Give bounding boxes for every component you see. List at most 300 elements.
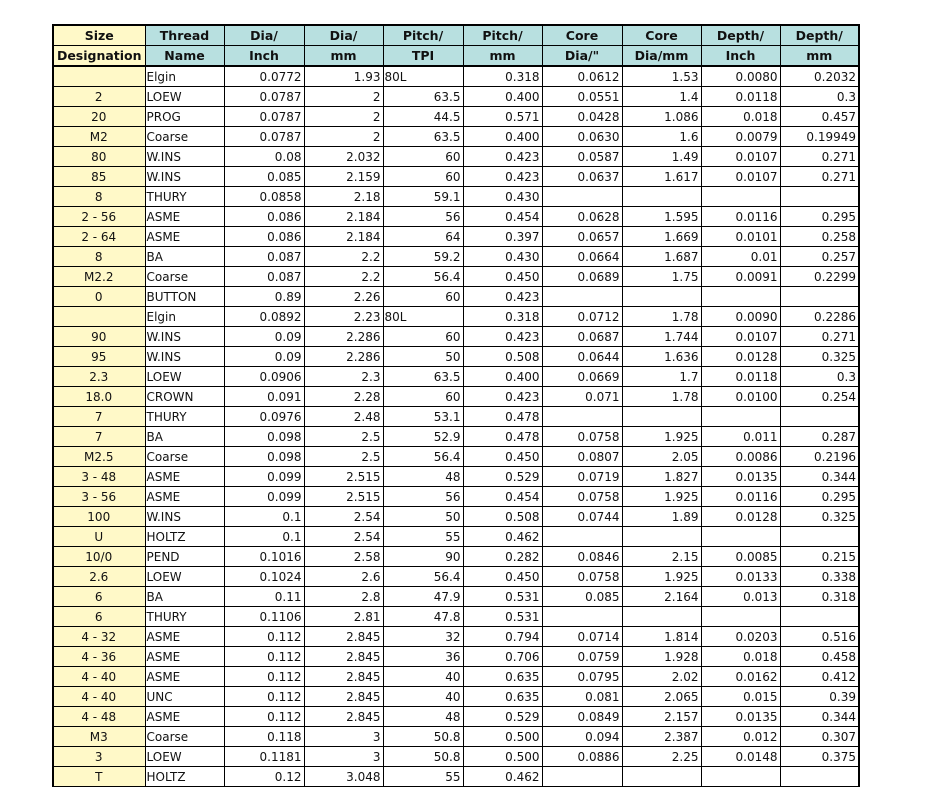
core-dia-mm-cell[interactable]: 1.6 [622,127,701,147]
core-dia-mm-cell[interactable]: 1.636 [622,347,701,367]
dia-mm-cell[interactable]: 3 [304,747,383,767]
core-dia-mm-cell[interactable]: 1.49 [622,147,701,167]
depth-mm-cell[interactable]: 0.3 [780,87,859,107]
dia-inch-cell[interactable]: 0.085 [224,167,304,187]
dia-inch-cell[interactable]: 0.1181 [224,747,304,767]
pitch-mm-cell[interactable]: 0.450 [463,447,542,467]
depth-inch-cell[interactable] [701,607,780,627]
pitch-tpi-cell[interactable]: 44.5 [383,107,463,127]
header-pitch-mm[interactable]: Pitch/ [463,25,542,46]
core-dia-inch-cell[interactable]: 0.0657 [542,227,622,247]
dia-inch-cell[interactable]: 0.09 [224,347,304,367]
dia-inch-cell[interactable]: 0.0787 [224,127,304,147]
core-dia-mm-cell[interactable]: 1.89 [622,507,701,527]
pitch-tpi-cell[interactable]: 36 [383,647,463,667]
depth-mm-cell[interactable] [780,607,859,627]
core-dia-mm-cell[interactable] [622,767,701,787]
pitch-mm-cell[interactable]: 0.462 [463,767,542,787]
size-cell[interactable]: 80 [53,147,145,167]
depth-inch-cell[interactable] [701,767,780,787]
thread-name-cell[interactable]: BUTTON [145,287,224,307]
depth-inch-cell[interactable]: 0.0135 [701,707,780,727]
core-dia-mm-cell[interactable]: 1.4 [622,87,701,107]
thread-name-cell[interactable]: LOEW [145,87,224,107]
thread-name-cell[interactable]: LOEW [145,747,224,767]
pitch-mm-cell[interactable]: 0.454 [463,207,542,227]
depth-inch-cell[interactable] [701,187,780,207]
depth-mm-cell[interactable]: 0.344 [780,707,859,727]
dia-inch-cell[interactable]: 0.11 [224,587,304,607]
pitch-mm-cell[interactable]: 0.397 [463,227,542,247]
pitch-tpi-cell[interactable]: 63.5 [383,87,463,107]
depth-inch-cell[interactable]: 0.0085 [701,547,780,567]
pitch-tpi-cell[interactable]: 52.9 [383,427,463,447]
core-dia-mm-cell[interactable]: 2.157 [622,707,701,727]
thread-name-cell[interactable]: BA [145,427,224,447]
pitch-tpi-cell[interactable]: 50.8 [383,727,463,747]
thread-name-cell[interactable]: Elgin [145,66,224,87]
header-depth-mm[interactable]: Depth/ [780,25,859,46]
pitch-tpi-cell[interactable]: 60 [383,287,463,307]
pitch-mm-cell[interactable]: 0.531 [463,587,542,607]
depth-inch-cell[interactable]: 0.0118 [701,87,780,107]
pitch-tpi-cell[interactable]: 80L [383,66,463,87]
pitch-tpi-cell[interactable]: 60 [383,387,463,407]
core-dia-inch-cell[interactable]: 0.0744 [542,507,622,527]
dia-inch-cell[interactable]: 0.0976 [224,407,304,427]
dia-mm-cell[interactable]: 2 [304,87,383,107]
depth-mm-cell[interactable] [780,527,859,547]
pitch-tpi-cell[interactable]: 40 [383,667,463,687]
pitch-tpi-cell[interactable]: 56.4 [383,567,463,587]
dia-mm-cell[interactable]: 2.54 [304,527,383,547]
header-pitch-mm-unit[interactable]: mm [463,46,542,67]
header-pitch-tpi[interactable]: Pitch/ [383,25,463,46]
thread-name-cell[interactable]: ASME [145,207,224,227]
thread-name-cell[interactable]: ASME [145,227,224,247]
thread-name-cell[interactable]: Elgin [145,307,224,327]
header-core-dia-inch[interactable]: Core [542,25,622,46]
core-dia-inch-cell[interactable] [542,767,622,787]
header-thread[interactable]: Thread [145,25,224,46]
core-dia-inch-cell[interactable]: 0.0644 [542,347,622,367]
dia-inch-cell[interactable]: 0.0858 [224,187,304,207]
depth-inch-cell[interactable]: 0.0086 [701,447,780,467]
thread-name-cell[interactable]: W.INS [145,147,224,167]
core-dia-inch-cell[interactable]: 0.081 [542,687,622,707]
pitch-mm-cell[interactable]: 0.423 [463,327,542,347]
size-cell[interactable]: 10/0 [53,547,145,567]
core-dia-mm-cell[interactable]: 2.25 [622,747,701,767]
depth-mm-cell[interactable]: 0.271 [780,167,859,187]
depth-mm-cell[interactable]: 0.338 [780,567,859,587]
dia-mm-cell[interactable]: 3 [304,727,383,747]
size-cell[interactable]: 3 - 48 [53,467,145,487]
header-size[interactable]: Size [53,25,145,46]
depth-inch-cell[interactable]: 0.01 [701,247,780,267]
header-depth-inch[interactable]: Depth/ [701,25,780,46]
size-cell[interactable]: 7 [53,427,145,447]
depth-mm-cell[interactable]: 0.2032 [780,66,859,87]
depth-mm-cell[interactable]: 0.325 [780,507,859,527]
pitch-mm-cell[interactable]: 0.529 [463,707,542,727]
core-dia-mm-cell[interactable] [622,527,701,547]
dia-mm-cell[interactable]: 2.5 [304,427,383,447]
pitch-mm-cell[interactable]: 0.635 [463,667,542,687]
size-cell[interactable]: 8 [53,187,145,207]
depth-mm-cell[interactable]: 0.307 [780,727,859,747]
core-dia-mm-cell[interactable] [622,607,701,627]
dia-inch-cell[interactable]: 0.1 [224,507,304,527]
core-dia-inch-cell[interactable]: 0.0587 [542,147,622,167]
dia-mm-cell[interactable]: 2.286 [304,327,383,347]
pitch-mm-cell[interactable]: 0.450 [463,567,542,587]
thread-name-cell[interactable]: BA [145,247,224,267]
pitch-tpi-cell[interactable]: 53.1 [383,407,463,427]
dia-inch-cell[interactable]: 0.0787 [224,107,304,127]
size-cell[interactable]: M3 [53,727,145,747]
size-cell[interactable] [53,307,145,327]
pitch-mm-cell[interactable]: 0.400 [463,87,542,107]
pitch-tpi-cell[interactable]: 55 [383,527,463,547]
core-dia-inch-cell[interactable]: 0.0628 [542,207,622,227]
core-dia-mm-cell[interactable]: 2.387 [622,727,701,747]
pitch-tpi-cell[interactable]: 63.5 [383,127,463,147]
depth-mm-cell[interactable]: 0.318 [780,587,859,607]
depth-mm-cell[interactable]: 0.254 [780,387,859,407]
pitch-mm-cell[interactable]: 0.794 [463,627,542,647]
thread-name-cell[interactable]: BA [145,587,224,607]
depth-mm-cell[interactable]: 0.516 [780,627,859,647]
size-cell[interactable]: 2 - 64 [53,227,145,247]
dia-mm-cell[interactable]: 2.515 [304,487,383,507]
depth-mm-cell[interactable]: 0.3 [780,367,859,387]
size-cell[interactable]: 4 - 40 [53,667,145,687]
depth-mm-cell[interactable]: 0.271 [780,327,859,347]
header-name[interactable]: Name [145,46,224,67]
depth-inch-cell[interactable]: 0.0116 [701,207,780,227]
dia-mm-cell[interactable]: 2.2 [304,247,383,267]
pitch-mm-cell[interactable]: 0.635 [463,687,542,707]
depth-mm-cell[interactable]: 0.295 [780,487,859,507]
dia-mm-cell[interactable]: 2.2 [304,267,383,287]
dia-inch-cell[interactable]: 0.087 [224,247,304,267]
core-dia-inch-cell[interactable]: 0.0849 [542,707,622,727]
core-dia-mm-cell[interactable]: 2.05 [622,447,701,467]
size-cell[interactable]: M2 [53,127,145,147]
depth-mm-cell[interactable]: 0.325 [780,347,859,367]
depth-mm-cell[interactable]: 0.295 [780,207,859,227]
core-dia-mm-cell[interactable] [622,287,701,307]
size-cell[interactable]: 2.3 [53,367,145,387]
depth-inch-cell[interactable]: 0.0128 [701,507,780,527]
pitch-tpi-cell[interactable]: 48 [383,707,463,727]
depth-mm-cell[interactable]: 0.344 [780,467,859,487]
thread-name-cell[interactable]: ASME [145,647,224,667]
depth-inch-cell[interactable]: 0.015 [701,687,780,707]
dia-inch-cell[interactable]: 0.098 [224,427,304,447]
header-inch[interactable]: Inch [224,46,304,67]
dia-inch-cell[interactable]: 0.112 [224,687,304,707]
dia-mm-cell[interactable]: 2.845 [304,627,383,647]
dia-inch-cell[interactable]: 0.0787 [224,87,304,107]
thread-name-cell[interactable]: PROG [145,107,224,127]
size-cell[interactable]: 18.0 [53,387,145,407]
thread-name-cell[interactable]: W.INS [145,347,224,367]
size-cell[interactable]: 4 - 48 [53,707,145,727]
core-dia-mm-cell[interactable]: 2.02 [622,667,701,687]
thread-name-cell[interactable]: UNC [145,687,224,707]
thread-name-cell[interactable]: ASME [145,627,224,647]
core-dia-inch-cell[interactable]: 0.0669 [542,367,622,387]
dia-mm-cell[interactable]: 2.48 [304,407,383,427]
depth-inch-cell[interactable]: 0.0079 [701,127,780,147]
pitch-mm-cell[interactable]: 0.400 [463,367,542,387]
dia-inch-cell[interactable]: 0.087 [224,267,304,287]
depth-inch-cell[interactable]: 0.0091 [701,267,780,287]
dia-mm-cell[interactable]: 2.81 [304,607,383,627]
dia-inch-cell[interactable]: 0.1 [224,527,304,547]
pitch-tpi-cell[interactable]: 64 [383,227,463,247]
pitch-mm-cell[interactable]: 0.423 [463,287,542,307]
core-dia-inch-cell[interactable]: 0.0612 [542,66,622,87]
core-dia-inch-cell[interactable]: 0.0795 [542,667,622,687]
dia-inch-cell[interactable]: 0.0906 [224,367,304,387]
core-dia-mm-cell[interactable]: 1.814 [622,627,701,647]
size-cell[interactable]: T [53,767,145,787]
core-dia-inch-cell[interactable] [542,407,622,427]
dia-mm-cell[interactable]: 2.845 [304,687,383,707]
dia-inch-cell[interactable]: 0.09 [224,327,304,347]
dia-inch-cell[interactable]: 0.098 [224,447,304,467]
core-dia-mm-cell[interactable]: 2.164 [622,587,701,607]
depth-inch-cell[interactable]: 0.0135 [701,467,780,487]
dia-mm-cell[interactable]: 3.048 [304,767,383,787]
dia-mm-cell[interactable]: 2 [304,107,383,127]
size-cell[interactable]: 20 [53,107,145,127]
dia-mm-cell[interactable]: 2.5 [304,447,383,467]
dia-inch-cell[interactable]: 0.091 [224,387,304,407]
dia-inch-cell[interactable]: 0.1016 [224,547,304,567]
thread-name-cell[interactable]: Coarse [145,447,224,467]
core-dia-inch-cell[interactable]: 0.0758 [542,487,622,507]
dia-inch-cell[interactable]: 0.086 [224,207,304,227]
pitch-tpi-cell[interactable]: 48 [383,467,463,487]
core-dia-inch-cell[interactable]: 0.071 [542,387,622,407]
depth-inch-cell[interactable]: 0.0118 [701,367,780,387]
core-dia-inch-cell[interactable]: 0.0428 [542,107,622,127]
core-dia-mm-cell[interactable] [622,187,701,207]
pitch-mm-cell[interactable]: 0.500 [463,747,542,767]
core-dia-inch-cell[interactable]: 0.0551 [542,87,622,107]
dia-inch-cell[interactable]: 0.1024 [224,567,304,587]
pitch-mm-cell[interactable]: 0.508 [463,347,542,367]
pitch-mm-cell[interactable]: 0.500 [463,727,542,747]
core-dia-inch-cell[interactable]: 0.0630 [542,127,622,147]
depth-inch-cell[interactable]: 0.011 [701,427,780,447]
header-core-inch-unit[interactable]: Dia/" [542,46,622,67]
size-cell[interactable]: 2 [53,87,145,107]
pitch-tpi-cell[interactable]: 56 [383,207,463,227]
pitch-mm-cell[interactable]: 0.423 [463,147,542,167]
depth-inch-cell[interactable] [701,527,780,547]
pitch-mm-cell[interactable]: 0.478 [463,427,542,447]
thread-name-cell[interactable]: CROWN [145,387,224,407]
core-dia-inch-cell[interactable]: 0.0719 [542,467,622,487]
dia-mm-cell[interactable]: 2.845 [304,707,383,727]
pitch-tpi-cell[interactable]: 50.8 [383,747,463,767]
core-dia-mm-cell[interactable]: 2.15 [622,547,701,567]
depth-inch-cell[interactable]: 0.0133 [701,567,780,587]
dia-mm-cell[interactable]: 2 [304,127,383,147]
core-dia-mm-cell[interactable]: 1.086 [622,107,701,127]
thread-name-cell[interactable]: Coarse [145,267,224,287]
core-dia-mm-cell[interactable]: 1.617 [622,167,701,187]
pitch-tpi-cell[interactable]: 90 [383,547,463,567]
size-cell[interactable]: 3 - 56 [53,487,145,507]
core-dia-inch-cell[interactable]: 0.0664 [542,247,622,267]
pitch-tpi-cell[interactable]: 50 [383,347,463,367]
thread-name-cell[interactable]: THURY [145,407,224,427]
core-dia-inch-cell[interactable]: 0.0846 [542,547,622,567]
dia-inch-cell[interactable]: 0.12 [224,767,304,787]
size-cell[interactable]: 8 [53,247,145,267]
dia-mm-cell[interactable]: 2.23 [304,307,383,327]
size-cell[interactable]: 85 [53,167,145,187]
size-cell[interactable]: 95 [53,347,145,367]
size-cell[interactable]: 3 [53,747,145,767]
header-core-dia-mm[interactable]: Core [622,25,701,46]
depth-inch-cell[interactable]: 0.0107 [701,327,780,347]
dia-inch-cell[interactable]: 0.1106 [224,607,304,627]
size-cell[interactable]: 4 - 36 [53,647,145,667]
pitch-tpi-cell[interactable]: 60 [383,147,463,167]
core-dia-mm-cell[interactable]: 1.744 [622,327,701,347]
pitch-mm-cell[interactable]: 0.423 [463,387,542,407]
thread-name-cell[interactable]: LOEW [145,367,224,387]
core-dia-mm-cell[interactable]: 1.669 [622,227,701,247]
dia-mm-cell[interactable]: 1.93 [304,66,383,87]
dia-inch-cell[interactable]: 0.099 [224,487,304,507]
dia-mm-cell[interactable]: 2.54 [304,507,383,527]
pitch-mm-cell[interactable]: 0.430 [463,187,542,207]
pitch-mm-cell[interactable]: 0.450 [463,267,542,287]
depth-inch-cell[interactable]: 0.0203 [701,627,780,647]
core-dia-mm-cell[interactable]: 1.53 [622,66,701,87]
thread-name-cell[interactable]: ASME [145,667,224,687]
core-dia-mm-cell[interactable]: 1.7 [622,367,701,387]
dia-inch-cell[interactable]: 0.08 [224,147,304,167]
size-cell[interactable]: 100 [53,507,145,527]
dia-inch-cell[interactable]: 0.0772 [224,66,304,87]
dia-mm-cell[interactable]: 2.515 [304,467,383,487]
depth-inch-cell[interactable]: 0.018 [701,107,780,127]
pitch-mm-cell[interactable]: 0.318 [463,307,542,327]
depth-inch-cell[interactable]: 0.013 [701,587,780,607]
depth-inch-cell[interactable] [701,287,780,307]
pitch-tpi-cell[interactable]: 59.1 [383,187,463,207]
thread-name-cell[interactable]: ASME [145,707,224,727]
pitch-tpi-cell[interactable]: 63.5 [383,367,463,387]
depth-inch-cell[interactable]: 0.0090 [701,307,780,327]
depth-mm-cell[interactable]: 0.215 [780,547,859,567]
pitch-mm-cell[interactable]: 0.400 [463,127,542,147]
depth-mm-cell[interactable] [780,287,859,307]
thread-name-cell[interactable]: LOEW [145,567,224,587]
core-dia-mm-cell[interactable]: 1.925 [622,487,701,507]
pitch-tpi-cell[interactable]: 32 [383,627,463,647]
thread-name-cell[interactable]: HOLTZ [145,767,224,787]
core-dia-inch-cell[interactable]: 0.0689 [542,267,622,287]
core-dia-inch-cell[interactable] [542,187,622,207]
core-dia-mm-cell[interactable]: 1.75 [622,267,701,287]
size-cell[interactable]: 4 - 40 [53,687,145,707]
core-dia-inch-cell[interactable]: 0.0637 [542,167,622,187]
core-dia-inch-cell[interactable] [542,607,622,627]
pitch-mm-cell[interactable]: 0.454 [463,487,542,507]
core-dia-inch-cell[interactable]: 0.0886 [542,747,622,767]
depth-mm-cell[interactable]: 0.287 [780,427,859,447]
header-mm[interactable]: mm [304,46,383,67]
core-dia-mm-cell[interactable]: 1.928 [622,647,701,667]
thread-name-cell[interactable]: W.INS [145,327,224,347]
depth-inch-cell[interactable]: 0.0101 [701,227,780,247]
size-cell[interactable]: 4 - 32 [53,627,145,647]
core-dia-mm-cell[interactable]: 1.595 [622,207,701,227]
depth-inch-cell[interactable]: 0.0128 [701,347,780,367]
dia-inch-cell[interactable]: 0.0892 [224,307,304,327]
dia-mm-cell[interactable]: 2.159 [304,167,383,187]
size-cell[interactable]: 2.6 [53,567,145,587]
dia-inch-cell[interactable]: 0.099 [224,467,304,487]
pitch-mm-cell[interactable]: 0.478 [463,407,542,427]
dia-mm-cell[interactable]: 2.032 [304,147,383,167]
pitch-mm-cell[interactable]: 0.706 [463,647,542,667]
size-cell[interactable]: 6 [53,607,145,627]
thread-name-cell[interactable]: HOLTZ [145,527,224,547]
size-cell[interactable]: M2.5 [53,447,145,467]
pitch-mm-cell[interactable]: 0.531 [463,607,542,627]
pitch-tpi-cell[interactable]: 80L [383,307,463,327]
core-dia-mm-cell[interactable]: 1.925 [622,427,701,447]
dia-inch-cell[interactable]: 0.112 [224,707,304,727]
pitch-tpi-cell[interactable]: 60 [383,167,463,187]
size-cell[interactable]: 0 [53,287,145,307]
pitch-mm-cell[interactable]: 0.318 [463,66,542,87]
dia-inch-cell[interactable]: 0.118 [224,727,304,747]
thread-name-cell[interactable]: THURY [145,187,224,207]
thread-name-cell[interactable]: ASME [145,467,224,487]
depth-mm-cell[interactable] [780,407,859,427]
thread-name-cell[interactable]: W.INS [145,167,224,187]
pitch-mm-cell[interactable]: 0.571 [463,107,542,127]
dia-inch-cell[interactable]: 0.112 [224,647,304,667]
size-cell[interactable]: 7 [53,407,145,427]
thread-name-cell[interactable]: Coarse [145,727,224,747]
depth-mm-cell[interactable]: 0.2286 [780,307,859,327]
pitch-mm-cell[interactable]: 0.430 [463,247,542,267]
dia-mm-cell[interactable]: 2.18 [304,187,383,207]
depth-inch-cell[interactable]: 0.018 [701,647,780,667]
core-dia-inch-cell[interactable]: 0.0807 [542,447,622,467]
pitch-tpi-cell[interactable]: 47.9 [383,587,463,607]
header-tpi[interactable]: TPI [383,46,463,67]
depth-mm-cell[interactable]: 0.375 [780,747,859,767]
core-dia-mm-cell[interactable]: 1.78 [622,307,701,327]
depth-mm-cell[interactable]: 0.257 [780,247,859,267]
pitch-mm-cell[interactable]: 0.282 [463,547,542,567]
pitch-mm-cell[interactable]: 0.423 [463,167,542,187]
